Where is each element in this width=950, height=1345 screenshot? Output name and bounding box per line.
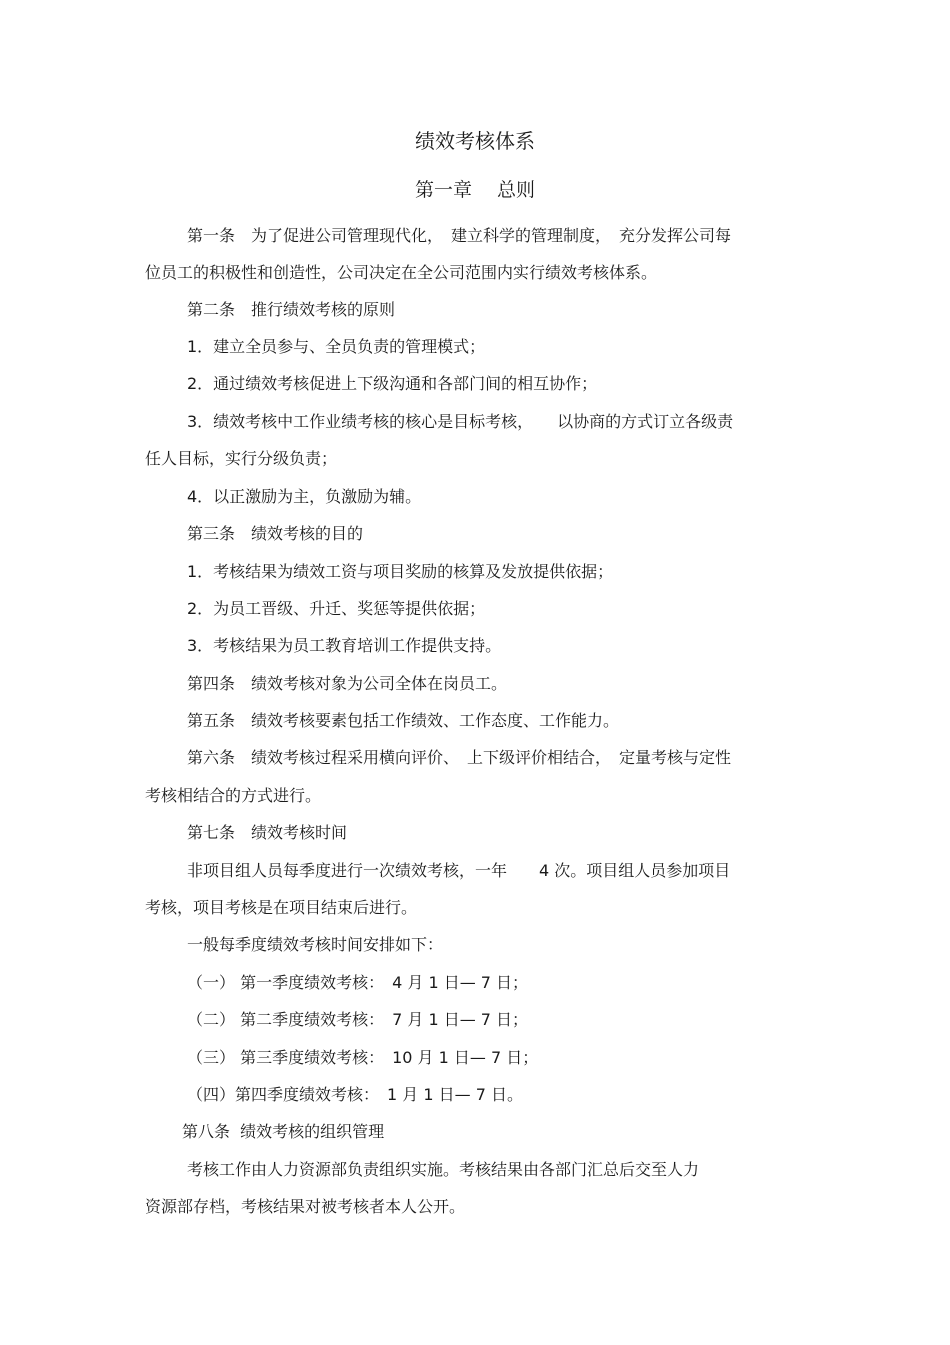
article-8-text-line-1: 考核工作由人力资源部负责组织实施。考核结果由各部门汇总后交至人力 [187,1160,700,1179]
schedule-intro: 一般每季度绩效考核时间安排如下： [187,935,444,954]
document-title: 绩效考核体系 [415,129,535,153]
article-2-item-1: 1．建立全员参与、全员负责的管理模式； [187,337,486,356]
article-5: 第五条 绩效考核要素包括工作绩效、工作态度、工作能力。 [187,711,620,730]
schedule-q2: （二） 第二季度绩效考核： 7 月 1 日— 7 日； [187,1010,529,1029]
article-6-line-2: 考核相结合的方式进行。 [145,786,322,805]
article-2-item-4: 4．以正激励为主，负激励为辅。 [187,487,422,506]
article-4: 第四条 绩效考核对象为公司全体在岗员工。 [187,674,508,693]
article-1-line-1: 第一条 为了促进公司管理现代化， 建立科学的管理制度， 充分发挥公司每 [187,226,732,245]
article-7-heading: 第七条 绩效考核时间 [187,823,348,842]
schedule-q4: （四）第四季度绩效考核： 1 月 1 日— 7 日。 [187,1085,523,1104]
article-8-heading: 第八条 绩效考核的组织管理 [182,1122,385,1141]
article-8-text-line-2: 资源部存档，考核结果对被考核者本人公开。 [145,1197,466,1216]
article-3-item-2: 2．为员工晋级、升迁、奖惩等提供依据； [187,599,486,618]
article-6-line-1: 第六条 绩效考核过程采用横向评价、 上下级评价相结合， 定量考核与定性 [187,748,732,767]
schedule-q3: （三） 第三季度绩效考核： 10 月 1 日— 7 日； [187,1048,539,1067]
article-3-heading: 第三条 绩效考核的目的 [187,524,364,543]
article-2-item-3-line-2: 任人目标，实行分级负责； [145,449,338,468]
article-7-text-line-2: 考核，项目考核是在项目结束后进行。 [145,898,418,917]
article-2-item-3-line-1: 3．绩效考核中工作业绩考核的核心是目标考核， 以协商的方式订立各级责 [187,412,734,431]
article-7-text-line-1: 非项目组人员每季度进行一次绩效考核，一年 4 次。项目组人员参加项目 [187,861,731,880]
schedule-q1: （一） 第一季度绩效考核： 4 月 1 日— 7 日； [187,973,529,992]
article-2-item-2: 2．通过绩效考核促进上下级沟通和各部门间的相互协作； [187,374,598,393]
chapter-heading: 第一章 总则 [414,179,536,201]
article-2-heading: 第二条 推行绩效考核的原则 [187,300,396,319]
article-3-item-3: 3．考核结果为员工教育培训工作提供支持。 [187,636,502,655]
article-3-item-1: 1．考核结果为绩效工资与项目奖励的核算及发放提供依据； [187,562,614,581]
article-1-line-2: 位员工的积极性和创造性，公司决定在全公司范围内实行绩效考核体系。 [145,263,658,282]
